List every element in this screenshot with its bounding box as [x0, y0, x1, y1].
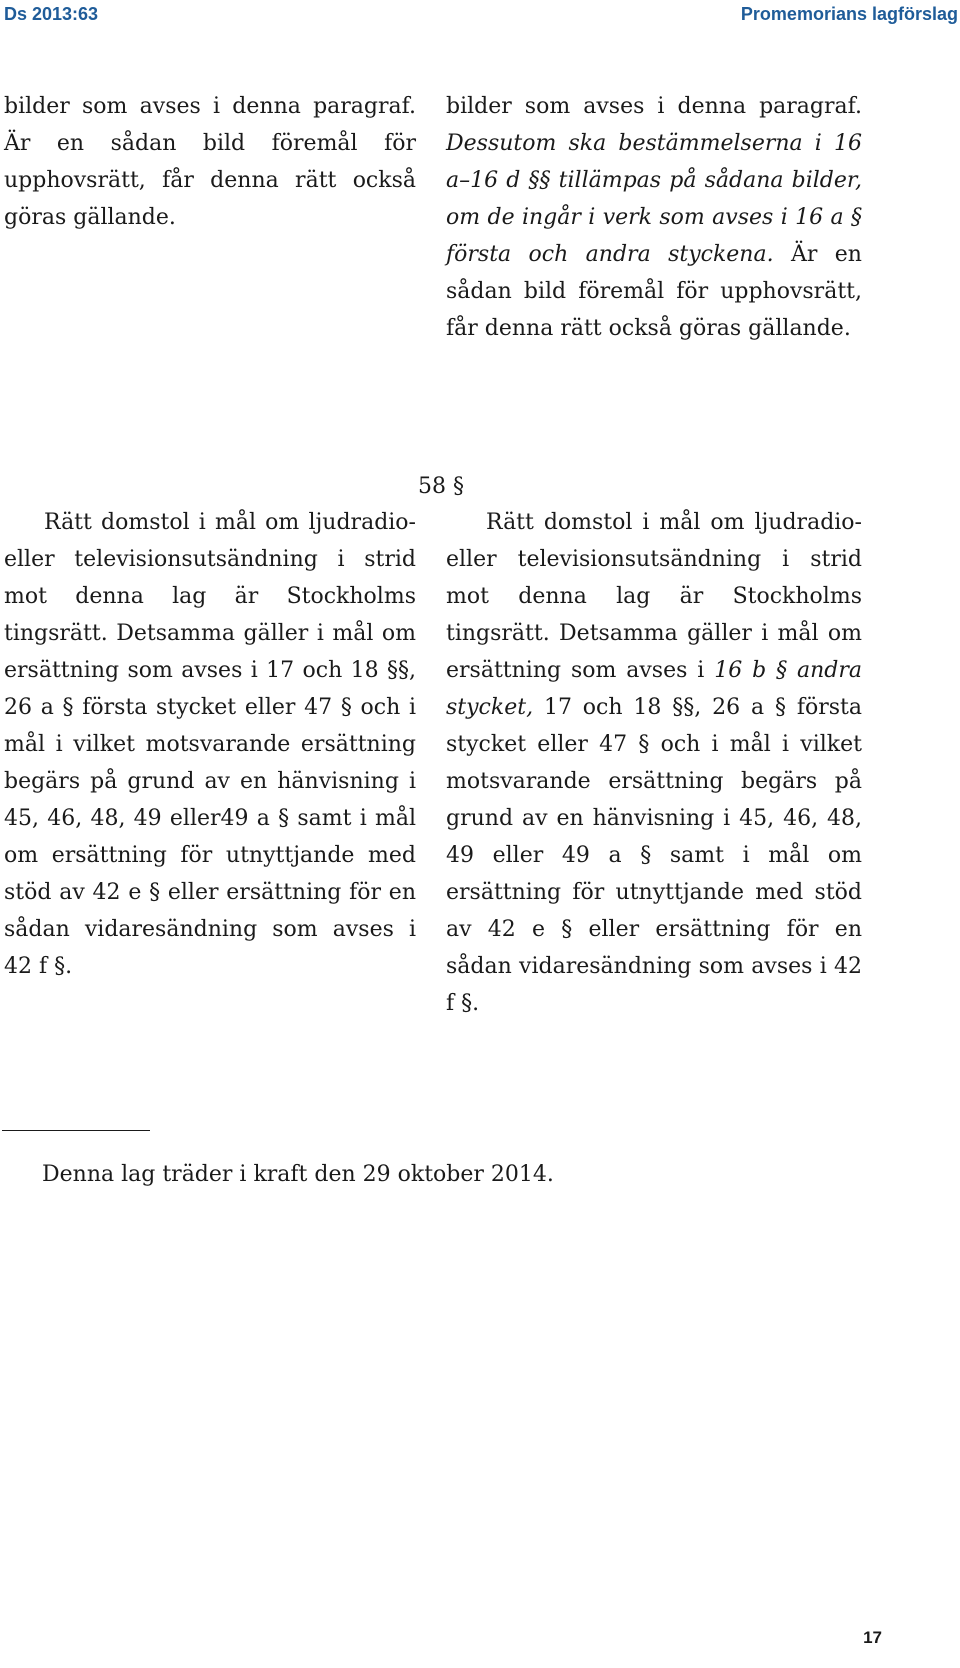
section-number: 58 § — [418, 474, 464, 499]
document-id: Ds 2013:63 — [4, 4, 99, 24]
right-paragraph-1-italic: Dessutom ska bestämmelserna i 16 a–16 d §§ tillämpas på sådana bilder, om de ingår i verk som avses i 16 a § första och andra styckena. — [446, 131, 862, 267]
right-paragraph-1-end: Är en sådan bild föremål för upphovsrätt, får denna rätt också göras gällande. — [446, 242, 862, 341]
right-column-text-2 — [446, 504, 862, 1022]
left-paragraph-1: bilder som avses i denna paragraf. Är en sådan bild föremål för upphovsrätt, får denna rätt också göras gällande. — [4, 94, 416, 230]
right-column-text-1 — [446, 88, 862, 347]
right-paragraph-2 — [446, 504, 862, 1022]
section-title: Promemorians lagförslag — [740, 4, 958, 24]
page-number: 17 — [863, 1628, 882, 1647]
left-column-text-2 — [4, 504, 416, 985]
page-header — [0, 0, 960, 28]
right-paragraph-1-start: bilder som avses i denna paragraf. — [446, 94, 862, 119]
footnote-divider — [2, 1130, 150, 1131]
left-column-text-1 — [4, 88, 416, 236]
left-paragraph-2: Rätt domstol i mål om ljudradio- eller televisionsutsändning i strid mot denna lag är Stockholms tingsrätt. Detsamma gäller i mål om ersättning som avses i 17 och 18 §§, 26 a § första stycket eller 47 § och i mål i vilket motsvarande ersättning begärs på grund av en hänvisning i 45, 46, 48, 49 eller49 a § samt i mål om ersättning för utnyttjande med stöd av 42 e § eller ersättning för en sådan vidaresändning som avses i 42 f §. — [4, 510, 416, 979]
right-paragraph-2-end: 17 och 18 §§, 26 a § första stycket eller 47 § och i mål i vilket motsvarande ersättning begärs på grund av en hänvisning i 45, 46, 48, 49 eller 49 a § samt i mål om ersättning för utnyttjande med stöd av 42 e § eller ersättning för en sådan vidaresändning som avses i 42 f §. — [446, 695, 862, 1016]
right-paragraph-2-italic: 16 b § andra stycket, — [446, 658, 862, 720]
entry-into-force-text: Denna lag träder i kraft den 29 oktober 2014. — [42, 1162, 554, 1187]
right-paragraph-1 — [446, 88, 862, 347]
right-paragraph-2-start: Rätt domstol i mål om ljudradio- eller televisionsutsändning i strid mot denna lag är Stockholms tingsrätt. Detsamma gäller i mål om ersättning som avses i — [446, 510, 862, 683]
